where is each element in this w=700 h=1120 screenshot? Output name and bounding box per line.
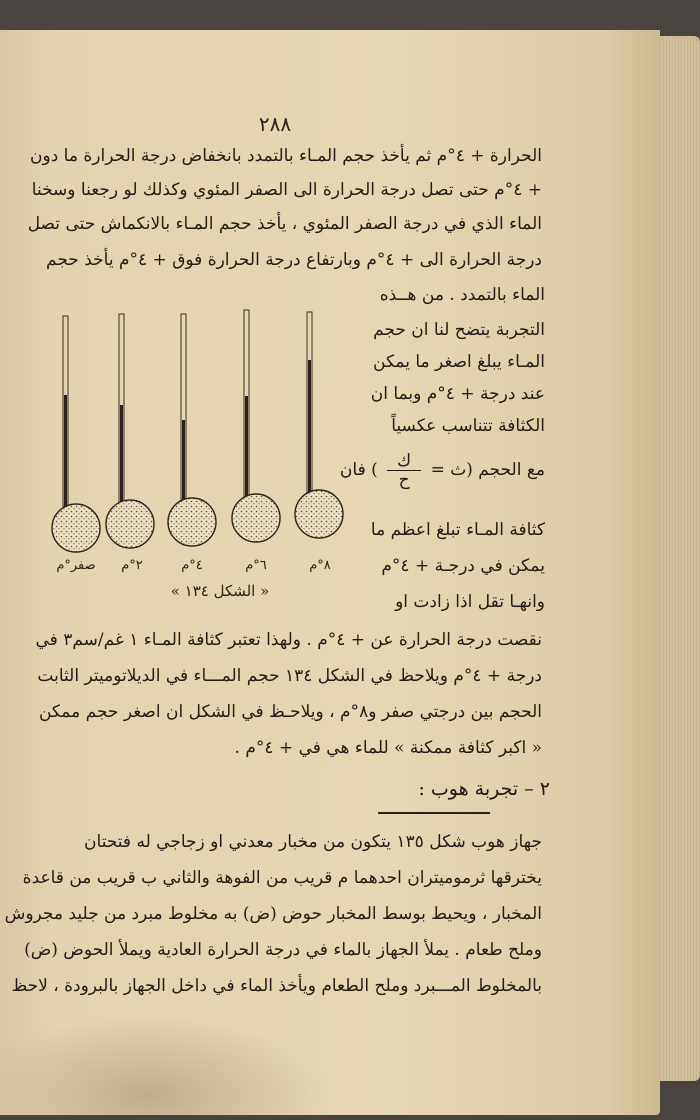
temp-label-8c: ٨°م bbox=[309, 558, 331, 573]
page-stain bbox=[0, 1015, 330, 1115]
text-line: نقصت درجة الحرارة عن + ٤°م . ولهذا تعتبر كثافة المـاء ١ غم/سم٣ في bbox=[35, 630, 542, 650]
temp-label-6c: ٦°م bbox=[245, 558, 267, 573]
dilatometer-6c bbox=[232, 310, 280, 542]
text-line: درجة الحرارة الى + ٤°م وبارتفاع درجة الحرارة فوق + ٤°م يأخذ حجم bbox=[46, 250, 542, 270]
temp-label-0c: صفر°م bbox=[56, 558, 96, 573]
text-line: كثافة المـاء تبلغ اعظم ما bbox=[370, 520, 545, 540]
text-line: المـاء يبلغ اصغر ما يمكن bbox=[373, 352, 545, 372]
section-heading bbox=[360, 778, 550, 800]
heading-underline bbox=[378, 812, 490, 814]
text-line: جهاز هوب شكل ١٣٥ يتكون من مخبار معدني او زجاجي له فتحتان bbox=[84, 832, 542, 852]
dilatometer-2c bbox=[106, 314, 154, 548]
text-line: المخبار ، ويحيط بوسط المخبار حوض (ض) به مخلوط مبرد من جليد مجروش bbox=[4, 904, 542, 924]
text-line: الماء بالتمدد . من هــذه bbox=[379, 285, 545, 305]
text-line: « اكبر كثافة ممكنة » للماء هي في + ٤°م . bbox=[234, 738, 542, 758]
text-line: + ٤°م حتى تصل درجة الحرارة الى الصفر المئوي وكذلك لو رجعنا وسخنا bbox=[31, 180, 542, 200]
text-line: وانهـا تقل اذا زادت او bbox=[395, 592, 545, 612]
formula-fraction bbox=[387, 452, 421, 489]
formula-numerator: ك bbox=[387, 452, 421, 471]
text-line: بالمخلوط المـــبرد وملح الطعام ويأخذ الماء في داخل الجهاز بالبرودة ، لاحظ bbox=[11, 976, 542, 996]
text-line: التجربة يتضح لنا ان حجم bbox=[373, 320, 545, 340]
text-line: درجة + ٤°م ويلاحظ في الشكل ١٣٤ حجم المـــاء في الديلاتوميتر الثابت bbox=[37, 666, 542, 686]
page-number: ٢٨٨ bbox=[258, 112, 292, 136]
formula-suffix: ) فان bbox=[339, 460, 378, 480]
text-line: الحجم بين درجتي صفر و٨°م ، ويلاحـظ في الشكل ان اصغر حجم ممكن bbox=[38, 702, 542, 722]
text-line: عند درجة + ٤°م وبما ان bbox=[370, 384, 545, 404]
dilatometer-8c bbox=[295, 312, 343, 538]
text-line: الكثافة تتناسب عكسياً bbox=[391, 416, 545, 436]
text-line: وملح طعام . يملأ الجهاز بالماء في درجة الحرارة العادية ويملأ الحوض (ض) bbox=[24, 940, 542, 960]
dilatometer-0c bbox=[52, 316, 100, 552]
temp-label-4c: ٤°م bbox=[181, 558, 203, 573]
text-line: يخترقها ثرموميتران احدهما م قريب من الفوهة والثاني ب قريب من قاعدة bbox=[22, 868, 542, 888]
text-line: الماء الذي في درجة الصفر المئوي ، يأخذ حجم المـاء بالانكماش حتى تصل bbox=[27, 214, 542, 234]
text-line: يمكن في درجـة + ٤°م bbox=[381, 556, 545, 576]
section-heading-text: ٢ – تجربة هوب : bbox=[418, 778, 550, 800]
formula-denominator: ح bbox=[398, 470, 410, 490]
temp-label-2c: ٢°م bbox=[121, 558, 143, 573]
dilatometer-4c bbox=[168, 314, 216, 546]
formula-prefix: مع الحجم (ث = bbox=[430, 460, 545, 480]
density-formula bbox=[339, 451, 545, 490]
figure-caption: « الشكل ١٣٤ » bbox=[170, 582, 270, 600]
text-line: الحرارة + ٤°م ثم يأخذ حجم المـاء بالتمدد بانخفاض درجة الحرارة ما دون bbox=[30, 146, 542, 166]
